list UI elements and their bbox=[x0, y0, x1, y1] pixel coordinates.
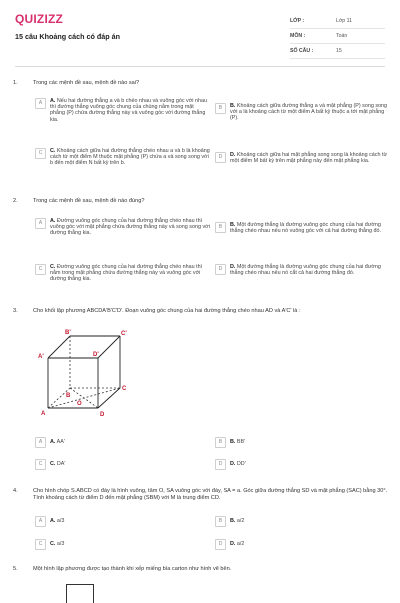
vertex-a: A bbox=[41, 411, 46, 417]
option-text: Đường vuông góc chung của hai đường thẳng chéo nhau thì vuông góc với mặt phẳng chứa đường thẳng này và song song với đường thẳng kia. bbox=[50, 218, 210, 237]
option-letter: D bbox=[215, 152, 226, 163]
option-text: a/3 bbox=[56, 518, 65, 524]
option-text: Nếu hai đường thẳng a và b chéo nhau và vuông góc với nhau thì đường thẳng vuông góc chung của chúng nằm trong mặt phẳng (P) chứa đường thẳng này và vuông góc với đường thẳng kia. bbox=[50, 98, 207, 123]
option-letter: B bbox=[215, 103, 226, 114]
option-letter: D bbox=[215, 539, 226, 550]
option-text: a/3 bbox=[56, 541, 65, 547]
question-text: Trong các mệnh đề sau, mệnh đề nào sai? bbox=[33, 80, 140, 86]
option-key: A. bbox=[50, 218, 56, 224]
option-text: a/2 bbox=[236, 541, 245, 547]
option-key: C. bbox=[50, 541, 56, 547]
option-key: A. bbox=[50, 98, 56, 104]
cube-figure bbox=[36, 326, 136, 418]
option-text: a/2 bbox=[236, 518, 245, 524]
option-key: B. bbox=[230, 222, 236, 228]
option-letter: B bbox=[215, 437, 226, 448]
option-letter: A bbox=[35, 98, 46, 109]
question-number: 1. bbox=[13, 80, 18, 86]
option-letter: C bbox=[35, 459, 46, 470]
option-key: B. bbox=[230, 103, 236, 109]
option-key: C. bbox=[50, 461, 56, 467]
option-key: A. bbox=[50, 439, 56, 445]
subject-row bbox=[290, 29, 385, 44]
info-panel bbox=[290, 14, 385, 59]
option-text: AA' bbox=[56, 439, 65, 445]
vertex-c1: C' bbox=[121, 331, 127, 337]
option-letter: A bbox=[35, 516, 46, 527]
option-key: C. bbox=[50, 264, 56, 270]
option-letter: B bbox=[215, 516, 226, 527]
subject-label: MÔN : bbox=[290, 33, 306, 39]
question-number: 4. bbox=[13, 488, 18, 494]
hidden-diagonal-bd bbox=[70, 388, 98, 408]
option-text: Đường vuông góc chung của hai đường thẳng chéo nhau thì nằm trong mặt phẳng chứa đường thẳng này và vuông góc với đường thẳng kia. bbox=[50, 264, 203, 283]
question-text: Trong các mệnh đề sau, mệnh đề nào đúng? bbox=[33, 198, 145, 204]
question-text: Một hình lập phương được tạo thành khi xếp miếng bìa carton như hình vẽ bên. bbox=[33, 566, 232, 572]
vertex-d: D bbox=[100, 412, 105, 418]
question-number: 2. bbox=[13, 198, 18, 204]
question-number: 3. bbox=[13, 308, 18, 314]
question-text: Cho khối lập phương ABCDA'B'C'D'. Đoạn vuông góc chung của hai đường thẳng chéo nhau AD và A'C' là : bbox=[33, 308, 301, 314]
option-letter: C bbox=[35, 264, 46, 275]
edge-a1b1 bbox=[48, 336, 70, 358]
option-key: B. bbox=[230, 518, 236, 524]
option-letter: C bbox=[35, 539, 46, 550]
class-row bbox=[290, 14, 385, 29]
option-key: C. bbox=[50, 148, 56, 154]
option-letter: A bbox=[35, 218, 46, 229]
question-number: 5. bbox=[13, 566, 18, 572]
option-key: D. bbox=[230, 541, 236, 547]
option-text: Khoảng cách giữa hai đường thẳng chéo nhau a và b là khoảng cách từ một điểm M thuộc mặt phẳng (P) chứa a và song song với b đến một điểm N bất kỳ trên b. bbox=[50, 148, 210, 167]
header-divider bbox=[15, 66, 385, 67]
center-o: O bbox=[77, 401, 82, 407]
vertex-c: C bbox=[122, 386, 127, 392]
subject-value: Toán bbox=[336, 33, 348, 39]
option-letter: B bbox=[215, 222, 226, 233]
page-title: 15 câu Khoảng cách có đáp án bbox=[15, 32, 121, 41]
option-letter: D bbox=[215, 459, 226, 470]
edge-d1c1 bbox=[98, 336, 120, 358]
option-letter: C bbox=[35, 148, 46, 159]
vertex-b: B bbox=[66, 393, 71, 399]
option-text: DA' bbox=[56, 461, 66, 467]
vertex-a1: A' bbox=[38, 354, 44, 360]
edge-dc bbox=[98, 388, 120, 408]
option-text: DD' bbox=[236, 461, 246, 467]
option-key: A. bbox=[50, 518, 56, 524]
class-value: Lớp 11 bbox=[336, 18, 352, 24]
option-text: BB' bbox=[236, 439, 246, 445]
count-value: 15 bbox=[336, 48, 342, 54]
class-label: LỚP : bbox=[290, 18, 305, 24]
option-key: D. bbox=[230, 461, 236, 467]
option-text: Khoảng cách giữa hai mặt phẳng song song là khoảng cách từ một điểm M bất kỳ trên mặt phẳng này đến mặt phẳng kia. bbox=[230, 152, 388, 165]
option-key: D. bbox=[230, 152, 236, 158]
option-letter: A bbox=[35, 437, 46, 448]
option-text: Một đường thẳng là đường vuông góc chung của hai đường thẳng chéo nhau nếu nó vuông góc với cả hai đường thẳng đó. bbox=[230, 222, 381, 235]
option-key: D. bbox=[230, 264, 236, 270]
option-key: B. bbox=[230, 439, 236, 445]
vertex-d1: D' bbox=[93, 352, 99, 358]
quizizz-logo: QUIZIZZ bbox=[15, 12, 64, 26]
vertex-b1: B' bbox=[65, 330, 71, 336]
count-row bbox=[290, 44, 385, 59]
question-text: Cho hình chóp S.ABCD có đáy là hình vuông, tâm O, SA vuông góc với đáy, SA = a. Góc giữa đường thẳng SD và mặt phẳng (SAC) bằng 30°. Tính khoảng cách từ điểm D đến mặt phẳng (SBM) với M là trung điểm CD. bbox=[33, 488, 388, 501]
option-text: Một đường thẳng là đường vuông góc chung của hai đường thẳng chéo nhau nếu nó cắt cả hai đường thẳng đó. bbox=[230, 264, 381, 277]
option-text: Khoảng cách giữa đường thẳng a và mặt phẳng (P) song song với a là khoảng cách từ một điểm A bất kỳ thuộc a tới mặt phẳng (P). bbox=[230, 103, 388, 122]
count-label: SỐ CÂU : bbox=[290, 48, 314, 54]
option-letter: D bbox=[215, 264, 226, 275]
carton-net-figure bbox=[66, 584, 94, 603]
